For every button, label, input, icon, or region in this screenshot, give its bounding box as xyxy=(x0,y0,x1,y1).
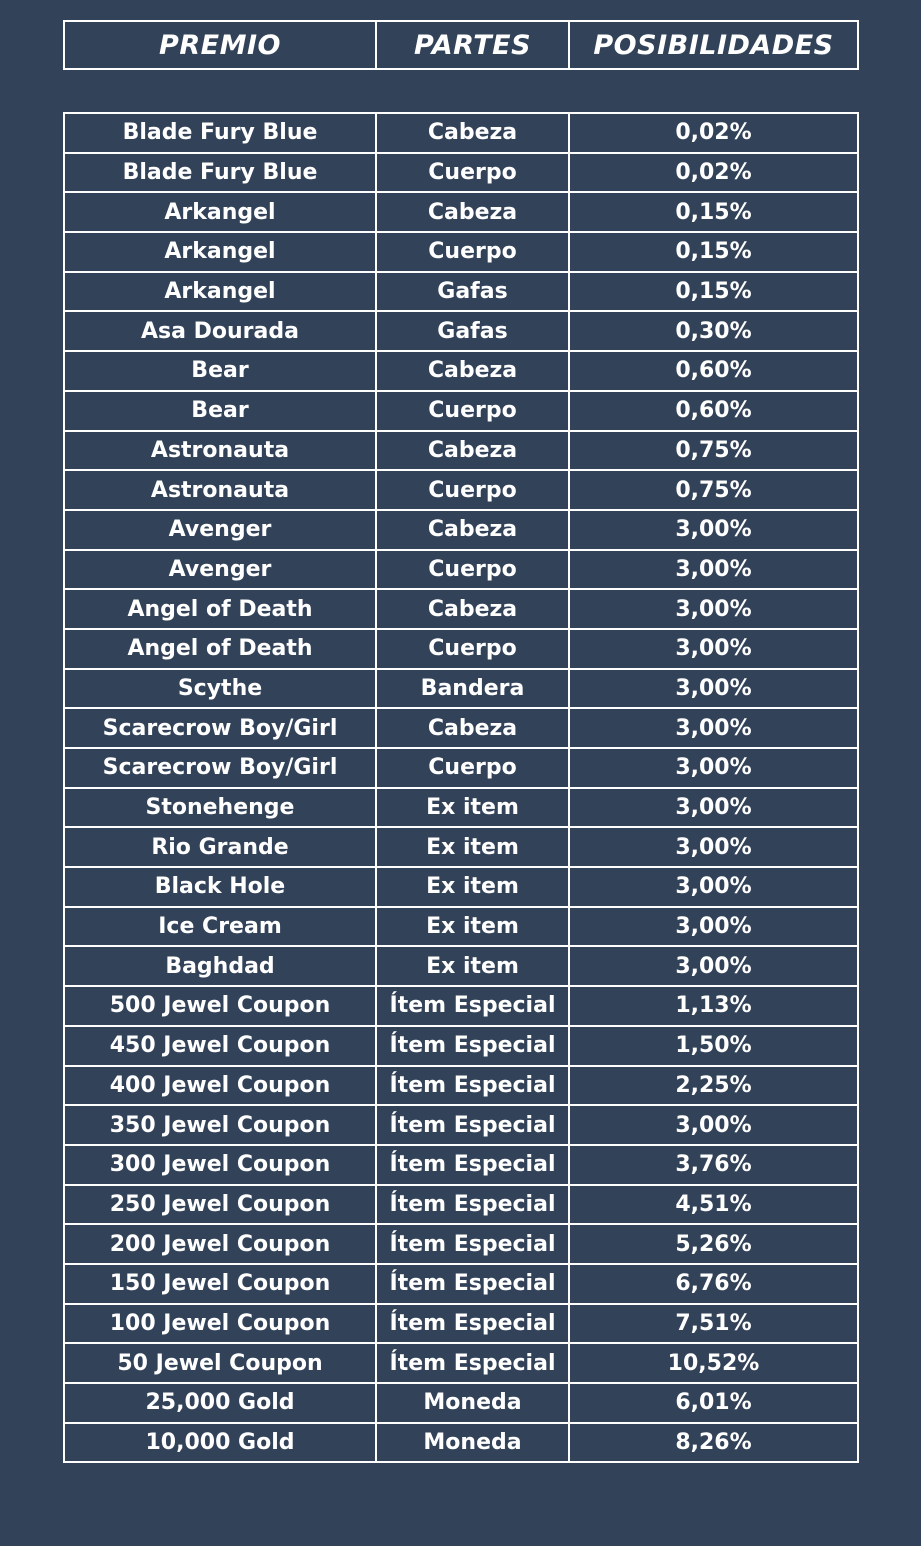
cell-premio: Avenger xyxy=(64,510,376,550)
header-posibilidades: POSIBILIDADES xyxy=(569,21,858,69)
cell-posibilidad: 3,00% xyxy=(569,669,858,709)
table-row xyxy=(64,907,858,947)
cell-partes: Cabeza xyxy=(376,708,569,748)
header-row xyxy=(64,21,858,69)
table-row xyxy=(64,946,858,986)
cell-partes: Cabeza xyxy=(376,431,569,471)
cell-posibilidad: 3,00% xyxy=(569,510,858,550)
cell-posibilidad: 0,15% xyxy=(569,232,858,272)
cell-partes: Ítem Especial xyxy=(376,1185,569,1225)
cell-posibilidad: 0,02% xyxy=(569,113,858,153)
cell-premio: 250 Jewel Coupon xyxy=(64,1185,376,1225)
cell-partes: Ítem Especial xyxy=(376,1304,569,1344)
cell-premio: Rio Grande xyxy=(64,827,376,867)
cell-premio: 300 Jewel Coupon xyxy=(64,1145,376,1185)
cell-premio: Asa Dourada xyxy=(64,311,376,351)
cell-posibilidad: 0,30% xyxy=(569,311,858,351)
cell-premio: Bear xyxy=(64,391,376,431)
cell-posibilidad: 3,00% xyxy=(569,708,858,748)
cell-posibilidad: 4,51% xyxy=(569,1185,858,1225)
cell-partes: Ítem Especial xyxy=(376,1066,569,1106)
table-row xyxy=(64,113,858,153)
table-row xyxy=(64,1066,858,1106)
header-table xyxy=(63,20,859,70)
cell-posibilidad: 5,26% xyxy=(569,1224,858,1264)
table-row xyxy=(64,232,858,272)
cell-partes: Ex item xyxy=(376,827,569,867)
cell-partes: Ítem Especial xyxy=(376,1026,569,1066)
cell-partes: Cabeza xyxy=(376,113,569,153)
cell-premio: 25,000 Gold xyxy=(64,1383,376,1423)
cell-partes: Cabeza xyxy=(376,510,569,550)
cell-posibilidad: 6,01% xyxy=(569,1383,858,1423)
table-row xyxy=(64,311,858,351)
cell-partes: Ítem Especial xyxy=(376,1145,569,1185)
cell-posibilidad: 10,52% xyxy=(569,1343,858,1383)
cell-premio: Baghdad xyxy=(64,946,376,986)
cell-partes: Cuerpo xyxy=(376,391,569,431)
table-row xyxy=(64,827,858,867)
cell-premio: Stonehenge xyxy=(64,788,376,828)
table-row xyxy=(64,629,858,669)
cell-posibilidad: 3,00% xyxy=(569,748,858,788)
cell-premio: Astronauta xyxy=(64,431,376,471)
cell-premio: Avenger xyxy=(64,550,376,590)
table-row xyxy=(64,1423,858,1463)
cell-posibilidad: 3,00% xyxy=(569,589,858,629)
cell-partes: Gafas xyxy=(376,272,569,312)
table-row xyxy=(64,669,858,709)
cell-premio: Arkangel xyxy=(64,272,376,312)
table-row xyxy=(64,867,858,907)
cell-partes: Cuerpo xyxy=(376,748,569,788)
cell-partes: Cuerpo xyxy=(376,550,569,590)
table-row xyxy=(64,153,858,193)
cell-premio: Blade Fury Blue xyxy=(64,153,376,193)
table-row xyxy=(64,986,858,1026)
cell-premio: Arkangel xyxy=(64,192,376,232)
cell-posibilidad: 2,25% xyxy=(569,1066,858,1106)
cell-premio: Bear xyxy=(64,351,376,391)
table-row xyxy=(64,1105,858,1145)
cell-partes: Ex item xyxy=(376,907,569,947)
cell-premio: Angel of Death xyxy=(64,629,376,669)
table-row xyxy=(64,1383,858,1423)
table-row xyxy=(64,708,858,748)
cell-premio: Scarecrow Boy/Girl xyxy=(64,708,376,748)
table-row xyxy=(64,510,858,550)
cell-posibilidad: 3,00% xyxy=(569,827,858,867)
cell-premio: 10,000 Gold xyxy=(64,1423,376,1463)
cell-partes: Cabeza xyxy=(376,351,569,391)
cell-posibilidad: 3,76% xyxy=(569,1145,858,1185)
table-row xyxy=(64,1264,858,1304)
cell-premio: Scarecrow Boy/Girl xyxy=(64,748,376,788)
cell-posibilidad: 0,75% xyxy=(569,470,858,510)
cell-partes: Cabeza xyxy=(376,589,569,629)
cell-partes: Ítem Especial xyxy=(376,1264,569,1304)
table-row xyxy=(64,788,858,828)
table-row xyxy=(64,1026,858,1066)
cell-partes: Ítem Especial xyxy=(376,986,569,1026)
cell-posibilidad: 3,00% xyxy=(569,867,858,907)
cell-premio: 200 Jewel Coupon xyxy=(64,1224,376,1264)
table-row xyxy=(64,1145,858,1185)
table-row xyxy=(64,1185,858,1225)
cell-partes: Cabeza xyxy=(376,192,569,232)
cell-premio: 500 Jewel Coupon xyxy=(64,986,376,1026)
cell-partes: Cuerpo xyxy=(376,153,569,193)
cell-premio: 350 Jewel Coupon xyxy=(64,1105,376,1145)
cell-partes: Moneda xyxy=(376,1423,569,1463)
cell-posibilidad: 6,76% xyxy=(569,1264,858,1304)
cell-partes: Ex item xyxy=(376,946,569,986)
table-row xyxy=(64,748,858,788)
cell-premio: Black Hole xyxy=(64,867,376,907)
table-row xyxy=(64,272,858,312)
table-row xyxy=(64,391,858,431)
cell-partes: Ítem Especial xyxy=(376,1343,569,1383)
cell-partes: Moneda xyxy=(376,1383,569,1423)
cell-premio: Scythe xyxy=(64,669,376,709)
header-partes: PARTES xyxy=(376,21,569,69)
cell-partes: Ítem Especial xyxy=(376,1224,569,1264)
table-row xyxy=(64,550,858,590)
cell-posibilidad: 3,00% xyxy=(569,946,858,986)
cell-partes: Ex item xyxy=(376,788,569,828)
cell-posibilidad: 0,75% xyxy=(569,431,858,471)
prize-table-body xyxy=(64,113,858,1462)
prize-table xyxy=(63,112,859,1463)
cell-posibilidad: 3,00% xyxy=(569,1105,858,1145)
cell-posibilidad: 3,00% xyxy=(569,788,858,828)
cell-premio: Blade Fury Blue xyxy=(64,113,376,153)
cell-posibilidad: 1,50% xyxy=(569,1026,858,1066)
cell-premio: 400 Jewel Coupon xyxy=(64,1066,376,1106)
cell-posibilidad: 7,51% xyxy=(569,1304,858,1344)
table-row xyxy=(64,470,858,510)
cell-posibilidad: 3,00% xyxy=(569,907,858,947)
cell-posibilidad: 1,13% xyxy=(569,986,858,1026)
cell-premio: Ice Cream xyxy=(64,907,376,947)
cell-posibilidad: 8,26% xyxy=(569,1423,858,1463)
table-row xyxy=(64,589,858,629)
cell-posibilidad: 0,60% xyxy=(569,351,858,391)
cell-posibilidad: 0,60% xyxy=(569,391,858,431)
cell-posibilidad: 0,15% xyxy=(569,192,858,232)
cell-premio: Astronauta xyxy=(64,470,376,510)
cell-partes: Cuerpo xyxy=(376,629,569,669)
cell-premio: Arkangel xyxy=(64,232,376,272)
cell-posibilidad: 3,00% xyxy=(569,629,858,669)
cell-partes: Ítem Especial xyxy=(376,1105,569,1145)
cell-premio: 450 Jewel Coupon xyxy=(64,1026,376,1066)
table-row xyxy=(64,1343,858,1383)
cell-premio: Angel of Death xyxy=(64,589,376,629)
table-row xyxy=(64,1224,858,1264)
cell-partes: Gafas xyxy=(376,311,569,351)
table-row xyxy=(64,1304,858,1344)
header-premio: PREMIO xyxy=(64,21,376,69)
cell-premio: 50 Jewel Coupon xyxy=(64,1343,376,1383)
table-row xyxy=(64,351,858,391)
cell-posibilidad: 3,00% xyxy=(569,550,858,590)
cell-premio: 100 Jewel Coupon xyxy=(64,1304,376,1344)
cell-premio: 150 Jewel Coupon xyxy=(64,1264,376,1304)
cell-partes: Cuerpo xyxy=(376,470,569,510)
cell-partes: Bandera xyxy=(376,669,569,709)
table-row xyxy=(64,431,858,471)
cell-partes: Ex item xyxy=(376,867,569,907)
cell-posibilidad: 0,02% xyxy=(569,153,858,193)
cell-partes: Cuerpo xyxy=(376,232,569,272)
table-row xyxy=(64,192,858,232)
cell-posibilidad: 0,15% xyxy=(569,272,858,312)
